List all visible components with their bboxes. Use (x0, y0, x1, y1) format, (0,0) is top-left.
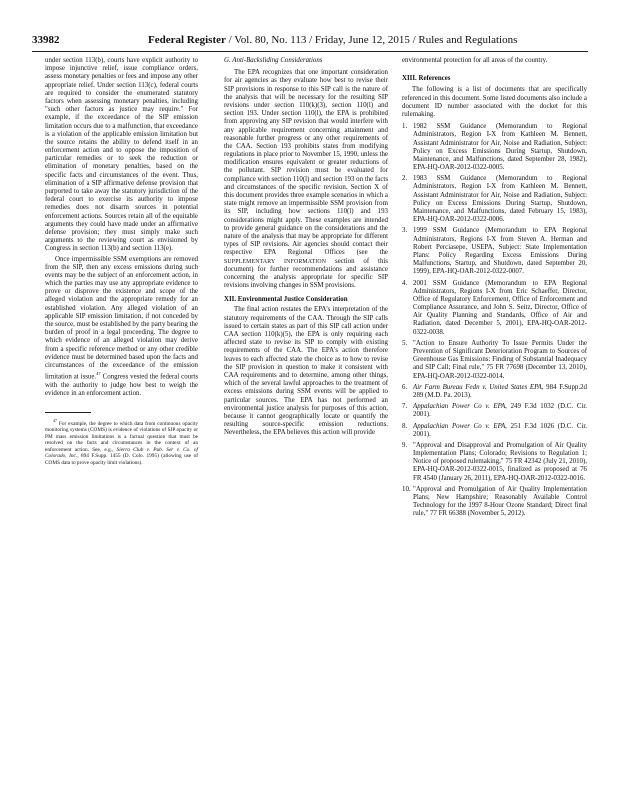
reference-text: , 984 F.Supp.2d 289 (M.D. Pa. 2013). (413, 383, 587, 399)
paragraph: environmental protection for all areas of the country. (402, 57, 548, 64)
reference-item (402, 403, 587, 419)
reference-number: 10. (402, 485, 411, 493)
footnote-text: For example, the degree to which data from continuous opacity monitoring systems (COMS) is evidence of violations of SIP opacity or PM mass emission limitations is a factual question that must be resolved on the facts and circumstances in the context of an enforcement action. See, e.g., (45, 420, 198, 453)
reference-item (402, 486, 587, 519)
reference-number: 1. (402, 123, 408, 131)
section-heading: XII. Environmental Justice Consideration (224, 296, 348, 304)
footnote-number: 47 (53, 417, 57, 423)
reference-item (402, 384, 587, 400)
small-caps-reference: SUPPLEMENTARY INFORMATION (224, 258, 327, 265)
header-citation (148, 33, 517, 47)
running-header (32, 33, 588, 47)
reference-item (402, 423, 587, 439)
reference-text: , 251 F.3d 1026 (D.C. Cir. 2001). (413, 422, 587, 438)
reference-item (402, 340, 587, 381)
reference-number: 7. (402, 403, 408, 411)
header-rule (32, 51, 588, 52)
publication-title: Federal Register (148, 34, 226, 46)
reference-number: 8. (402, 422, 408, 430)
paragraph: The final action restates the EPA's interpretation of the statutory requirements of the CAA. Through the SIP calls issued to certain states as part of this SIP call action under CAA section 110(k)(5), the EPA is only requiring each affected state to revise its SIP to comply with existing requirements of the CAA. The EPA's action therefore leaves to each affected state the choice as to how to revise the SIP provision in question to make it consistent with CAA requirements and to determine, among other things, which of the several lawful approaches to the treatment of excess emissions during SSM events will be applied to particular sources. The EPA has not performed an environmental justice analysis for purposes of this action, because it cannot geographically locate or quantify the resulting source-specific emission reductions. Nevertheless, the EPA believes this action will provide (224, 306, 388, 437)
section-heading: XIII. References (402, 75, 451, 83)
footnote-text-end: , 894 F.Supp. 1455 (D. Colo. 1995) (allowing use of COMS data to prove opacity limit violations). (45, 453, 199, 466)
footnote-rule (45, 412, 91, 413)
reference-item (402, 280, 587, 337)
reference-text: 1982 SSM Guidance (Memorandum to Regional Administrators, Region I-X from Kathleen M. Bennett, Assistant Administrator for Air, Noise and Radiation, Subject: Policy on Excess Emissions During Startup, Shutdown, Maintenance, and Malfunctions, dated September 28, 1982), EPA-HQ-OAR-2012-0322-0005. (413, 123, 587, 172)
footnote-ref: 47 (96, 371, 101, 377)
reference-number: 4. (402, 279, 408, 287)
reference-list (402, 123, 587, 518)
reference-text: , 249 F.3d 1032 (D.C. Cir. 2001). (413, 403, 587, 419)
paragraph-text: Congress vested the federal courts with the authority to judge how best to weigh the evidence in an enforcement action. (45, 373, 198, 397)
case-citation: Sierra Club v. Pub. Ser v. Co. of Colorado, Inc. (45, 446, 198, 460)
reference-text: "Action to Ensure Authority To Issue Permits Under the Prevention of Significant Deterioration Program to Sources of Greenhouse Gas Emissions: Finding of Substantial Inadequacy and SIP Call; Final rule," 75 FR 77698 (December 13, 2010), EPA-HQ-OAR-2012-0322-0014. (413, 339, 587, 380)
case-name: Air Farm Bureau Fedn v. United States EPA (413, 383, 542, 391)
reference-number: 9. (402, 441, 408, 449)
column-1 (45, 57, 198, 466)
reference-text: "Approval and Disapproval and Promulgation of Air Quality Implementation Plans; Colorado; Revisions to Regulation 1; Notice of proposed rulemaking," 75 FR 42342 (July 21, 2010), EPA-HQ-OAR-2012-0322-0015, finalized as proposed at 76 FR 4540 (January 26, 2011), EPA-HQ-OAR-2012-0322-0016. (413, 441, 587, 482)
paragraph-text: section of this document) for further recommendations and assistance concerning the analysis appropriate for specific SIP revisions involving changes in SSM provisions. (224, 257, 388, 290)
paragraph: under section 113(b), courts have explicit authority to impose injunctive relief, issue compliance orders, assess monetary penalties or fees and impose any other appropriate relief. Under section 113(c), federal courts are required to consider the enumerated statutory factors when assessing monetary penalties, including "such other factors as justice may require." For example, if the exceedance of the SIP emission limitation occurs due to a malfunction, that exceedance is a violation of the applicable emission limitation but the source retains the ability to defend itself in an enforcement action and to oppose the imposition of particular remedies or to seek the reduction or elimination of monetary penalties, based on the specific facts and circumstances of the event. Thus, elimination of a SIP affirmative defense provision that purported to take away the statutory jurisdiction of the federal court to exercise its authority to impose remedies does not disarm sources in potential enforcement actions. Sources retain all of the equitable arguments they could have made under an affirmative defense provision; they must simply make such arguments to the reviewing court as envisioned by Congress in section 113(b) and section 113(e). (45, 57, 198, 253)
reference-number: 5. (402, 339, 408, 347)
reference-item (402, 227, 587, 276)
section-heading: G. Anti-Backsliding Considerations (224, 57, 323, 64)
reference-number: 2. (402, 175, 408, 183)
reference-text: 1983 SSM Guidance (Memorandum to Regional Administrators, Region I-X from Kathleen M. Bennett, Assistant Administrator for Air, Noise and Radiation, Subject: Policy on Excess Emissions During Startup, Shutdown, Maintenance, and Malfunctions, dated February 15, 1983), EPA-HQ-OAR-2012-0322-0006. (413, 175, 587, 224)
reference-item (402, 175, 587, 224)
reference-item (402, 123, 587, 172)
footnote (45, 418, 198, 466)
paragraph (45, 256, 198, 398)
reference-item (402, 442, 587, 483)
reference-number: 3. (402, 227, 408, 235)
paragraph (224, 69, 388, 290)
column-3 (402, 57, 587, 522)
reference-text: "Approval and Promulgation of Air Quality Implementation Plans; New Hampshire; Reasonably Available Control Technology for the 1997 8-Hour Ozone Standard; Direct final rule," 77 FR 66388 (November 5, 2012). (413, 485, 587, 518)
paragraph-text: Once impermissible SSM exemptions are removed from the SIP, then any excess emissions during such events may be the subject of an enforcement action, in which the parties may use any appropriate evidence to prove or disprove the existence and scope of the alleged violation and the appropriate remedy for an established violation. Any alleged violation of an applicable SIP emission limitation, if not conceded by the source, must be established by the party bearing the burden of proof in a legal proceeding. The degree to which evidence of an alleged violation may derive from a specific reference method or any other credible evidence must be determined based upon the facts and circumstances of the exceedance of the emission limitation at issue. (45, 255, 198, 381)
reference-number: 6. (402, 383, 408, 391)
issue-info: / Vol. 80, No. 113 / Friday, June 12, 2015 / Rules and Regulations (225, 34, 518, 46)
page-number: 33982 (32, 34, 60, 46)
case-name: Appalachian Power Co v. EPA (413, 422, 506, 430)
reference-text: 1999 SSM Guidance (Memorandum to EPA Regional Administrators, Regions I-X from Steven A. Herman and Robert Perciasepe, USEPA, Subject: State Implementation Plans: Policy Regarding Excess Emissions During Malfunctions, Startup, and Shutdown, dated September 20, 1999), EPA-HQ-OAR-2012-0322-0007. (413, 227, 587, 276)
paragraph-text: The EPA recognizes that one important consideration for air agencies as they evaluate how best to revise their SIP provisions in response to this SIP call is the nature of the analysis that will be necessary for the resulting SIP revisions under section 110(k)(3), section 110(l) and section 193. Under section 110(l), the EPA is prohibited from approving any SIP revision that would interfere with any applicable requirement concerning attainment and reasonable further progress or any other requirements of the CAA. Section 193 prohibits states from modifying regulations in place prior to November 15, 1990, unless the modification ensures equivalent or greater reductions of the pollutant. SIP revision must be evaluated for compliance with section 110(l) and section 193 on the facts and circumstances of the specific revision. Section X of this document provides three example scenarios in which a state might remove an impermissible SSM provision from its SIP, including how sections 110(l) and 193 considerations might apply. These examples are intended to provide general guidance on the considerations and the nature of the analysis that may be appropriate for different types of SIP revisions. Air agencies should contact their respective EPA Regional Offices (see the (224, 69, 388, 257)
case-name: Appalachian Power Co v. EPA (413, 403, 506, 411)
paragraph: The following is a list of documents that are specifically referenced in this document. Some listed documents also include a document ID number associated with the docket for this rulemaking. (402, 86, 587, 118)
reference-text: 2001 SSM Guidance (Memorandum to EPA Regional Administrators, Regions I-X from Eric Schaeffer, Director, Office of Regulatory Enforcement, Office of Enforcement and Compliance Assurance, and John S. Seitz, Director, Office of Air Quality Planning and Standards, Office of Air and Radiation, dated December 5, 2001), EPA-HQ-OAR-2012-0322-0038. (413, 279, 587, 336)
column-2 (224, 57, 388, 437)
